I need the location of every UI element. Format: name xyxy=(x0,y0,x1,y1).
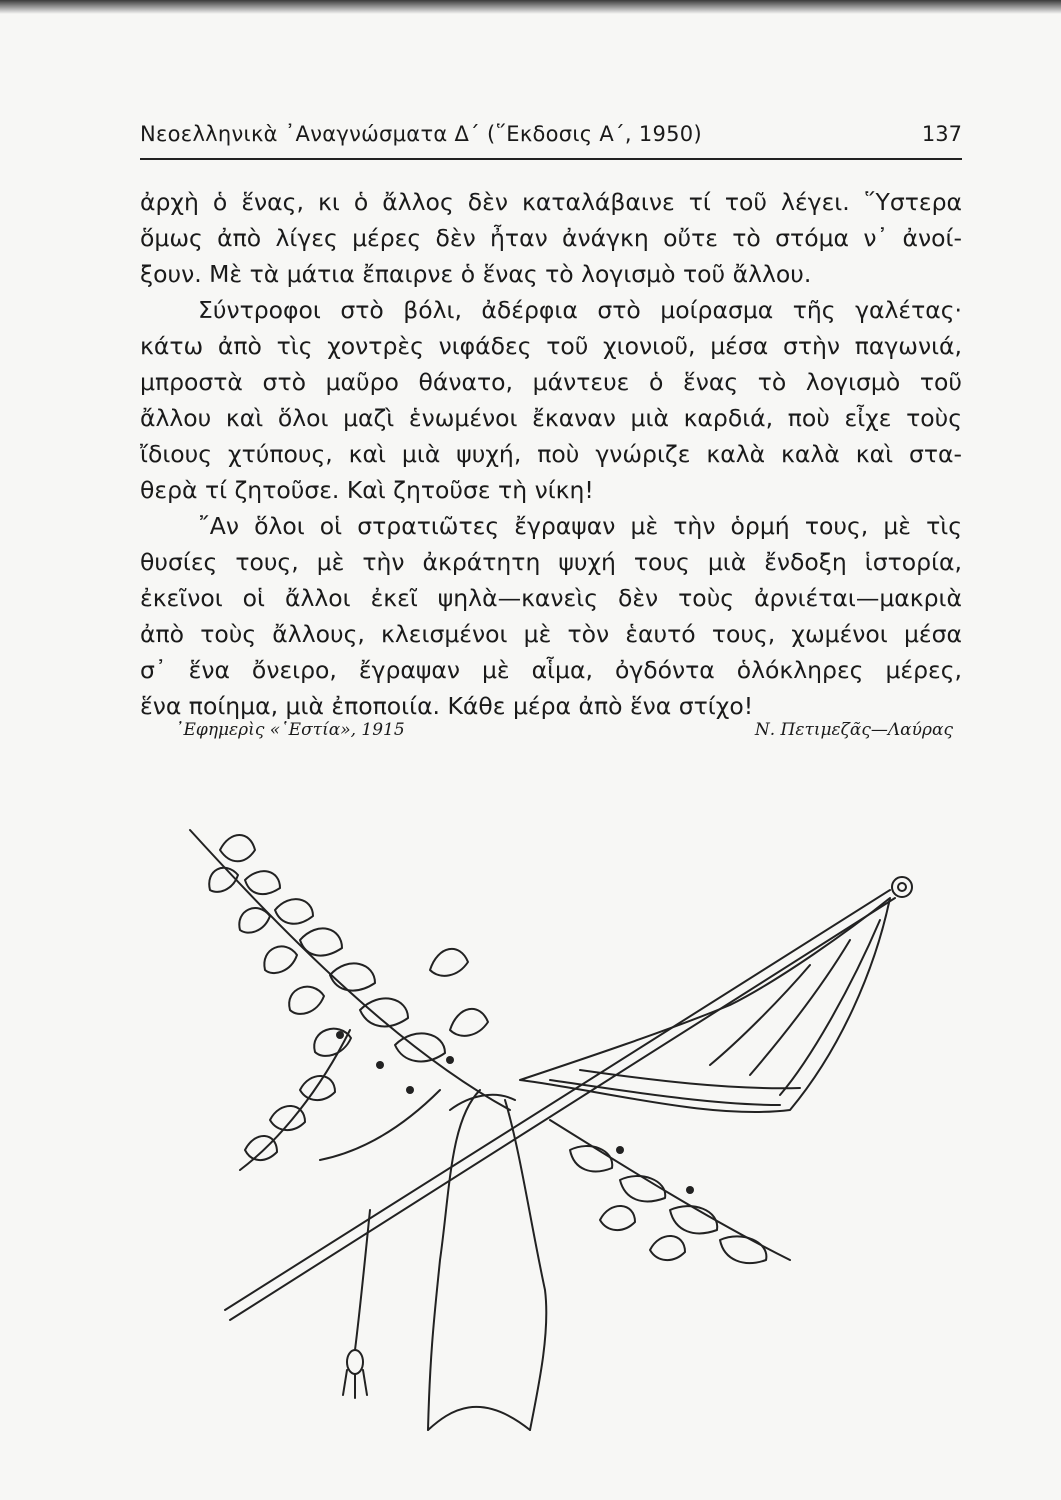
text-line: ἀπὸ τοὺς ἄλλους, κλεισμένοι μὲ τὸν ἑαυτό τους, χωμένοι μέσα xyxy=(140,620,962,648)
page-number: 137 xyxy=(921,122,962,146)
text-line: ἴδιους χτύπους, καὶ μιὰ ψυχή, ποὺ γνώριζε καλὰ καλὰ καὶ στα- xyxy=(140,440,962,468)
book-title: Νεοελληνικὰ ᾿Αναγνώσματα Δ΄ (῞Εκδοσις Α΄, 1950) xyxy=(140,122,702,146)
text-line: κάτω ἀπὸ τὶς χοντρὲς νιφάδες τοῦ χιονιοῦ, μέσα στὴν παγωνιά, xyxy=(140,332,962,360)
text-line: Σύντροφοι στὸ βόλι, ἀδέρφια στὸ μοίρασμα τῆς γαλέτας· xyxy=(198,296,962,324)
source-citation: ᾿Εφημερὶς «῾Εστία», 1915 xyxy=(175,720,405,740)
text-line: ἀρχὴ ὁ ἕνας, κι ὁ ἄλλος δὲν καταλάβαινε τί τοῦ λέγει. ῞Υστερα xyxy=(140,188,962,216)
text-line: ἐκεῖνοι οἱ ἄλλοι ἐκεῖ ψηλὰ—κανεὶς δὲν τοὺς ἀρνιέται—μακριὰ xyxy=(140,584,962,612)
text-line: μπροστὰ στὸ μαῦρο θάνατο, μάντευε ὁ ἕνας τὸ λογισμὸ τοῦ xyxy=(140,368,962,396)
running-header xyxy=(140,118,962,160)
main-text xyxy=(140,184,962,724)
text-line: θερὰ τί ζητοῦσε. Καὶ ζητοῦσε τὴ νίκη! xyxy=(140,476,594,504)
attribution xyxy=(175,720,953,748)
text-line: ἄλλου καὶ ὅλοι μαζὶ ἑνωμένοι ἔκαναν μιὰ καρδιά, ποὺ εἶχε τοὺς xyxy=(140,404,962,432)
text-line: σ᾿ ἕνα ὄνειρο, ἔγραψαν μὲ αἷμα, ὀγδόντα ὁλόκληρες μέρες, xyxy=(140,656,962,684)
text-line: ὅμως ἀπὸ λίγες μέρες δὲν ἦταν ἀνάγκη οὔτε τὸ στόμα ν᾿ ἀνοί- xyxy=(140,224,962,252)
text-line: ἕνα ποίημα, μιὰ ἐποποιία. Κάθε μέρα ἀπὸ ἕνα στίχο! xyxy=(140,692,754,720)
page-top-edge xyxy=(0,0,1061,14)
author-name: Ν. Πετιμεζᾶς—Λαύρας xyxy=(754,720,953,740)
flag-and-laurel-icon xyxy=(150,790,960,1450)
text-line: ξουν. Μὲ τὰ μάτια ἔπαιρνε ὁ ἕνας τὸ λογισμὸ τοῦ ἄλλου. xyxy=(140,260,812,288)
text-line: ῎Αν ὅλοι οἱ στρατιῶτες ἔγραψαν μὲ τὴν ὁρμή τους, μὲ τὶς xyxy=(198,512,962,540)
flag-and-laurel-illustration xyxy=(150,790,960,1450)
text-line: θυσίες τους, μὲ τὴν ἀκράτητη ψυχή τους μιὰ ἔνδοξη ἱστορία, xyxy=(140,548,962,576)
